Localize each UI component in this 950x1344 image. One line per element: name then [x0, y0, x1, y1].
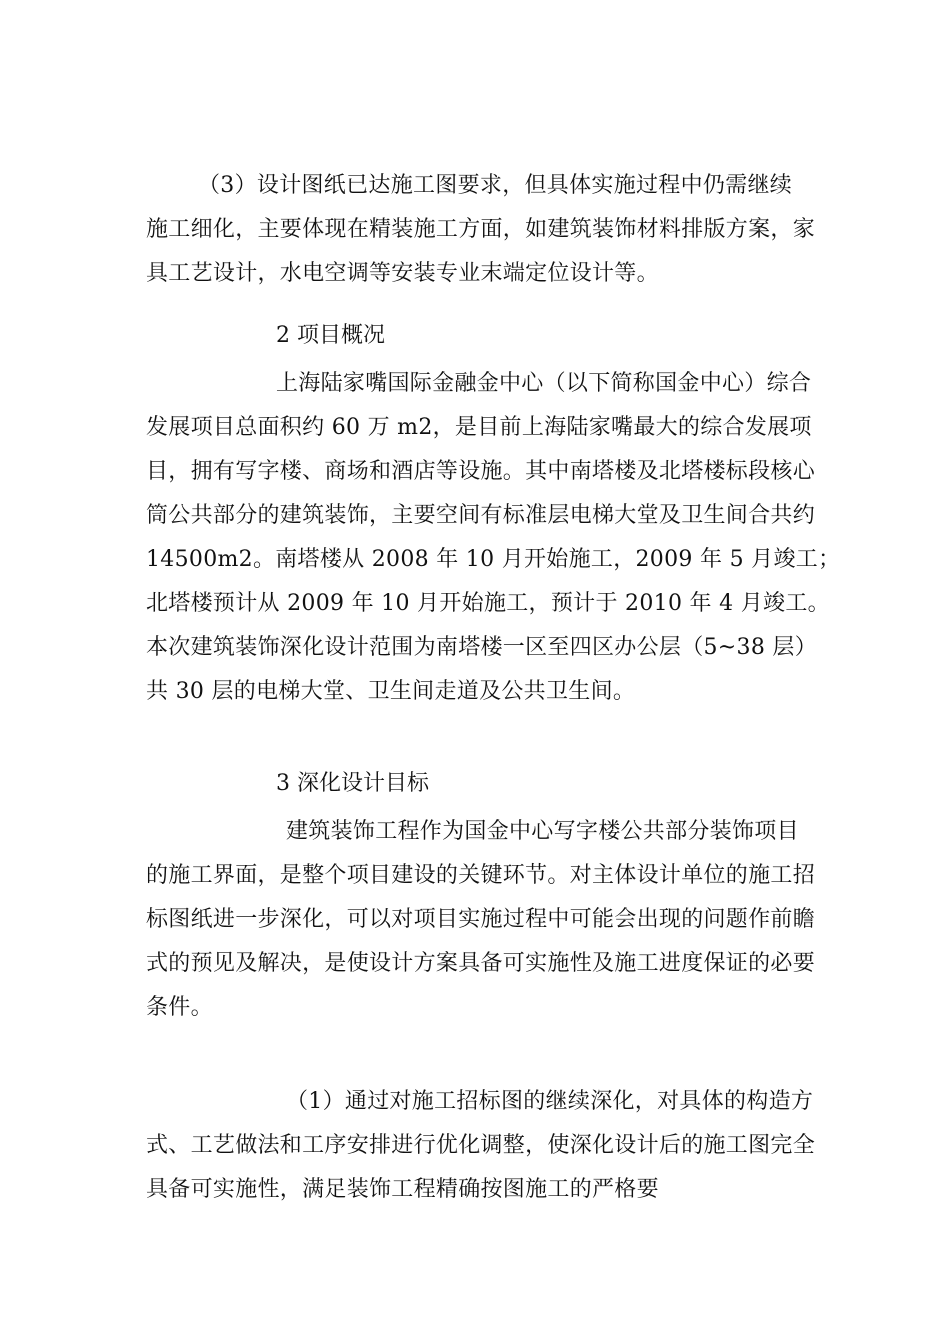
- paragraph-line: 施工细化，主要体现在精装施工方面，如建筑装饰材料排版方案，家: [146, 217, 816, 242]
- paragraph-line: 发展项目总面积约 60 万 m2，是目前上海陆家嘴最大的综合发展项: [146, 415, 812, 440]
- paragraph-line: 式、工艺做法和工序安排进行优化调整，使深化设计后的施工图完全: [146, 1133, 816, 1158]
- paragraph-line: 筒公共部分的建筑装饰，主要空间有标准层电梯大堂及卫生间合共约: [146, 503, 816, 528]
- paragraph-line: 本次建筑装饰深化设计范围为南塔楼一区至四区办公层（5~38 层）: [146, 635, 818, 660]
- paragraph-line: 14500m2。南塔楼从 2008 年 10 月开始施工，2009 年 5 月竣工；: [146, 547, 841, 572]
- section-heading-project-overview: 2 项目概况: [276, 323, 385, 348]
- paragraph-item-1: [146, 1080, 816, 1212]
- section-heading-design-goals: 3 深化设计目标: [276, 771, 429, 796]
- paragraph-line: 具工艺设计，水电空调等安装专业末端定位设计等。: [146, 261, 659, 286]
- paragraph-line: 目，拥有写字楼、商场和酒店等设施。其中南塔楼及北塔楼标段核心: [146, 459, 816, 484]
- paragraph-line: （3）设计图纸已达施工图要求，但具体实施过程中仍需继续: [198, 173, 793, 198]
- paragraph-line: 标图纸进一步深化，可以对项目实施过程中可能会出现的问题作前瞻: [146, 907, 816, 932]
- paragraph-line: 北塔楼预计从 2009 年 10 月开始施工，预计于 2010 年 4 月竣工。: [146, 591, 830, 616]
- paragraph-line: 式的预见及解决，是使设计方案具备可实施性及施工进度保证的必要: [146, 951, 816, 976]
- paragraph-line: 共 30 层的电梯大堂、卫生间走道及公共卫生间。: [146, 679, 636, 704]
- paragraph-line: 条件。: [146, 995, 213, 1020]
- paragraph-line: 的施工界面，是整个项目建设的关键环节。对主体设计单位的施工招: [146, 863, 816, 888]
- paragraph-line: 建筑装饰工程作为国金中心写字楼公共部分装饰项目: [286, 819, 799, 844]
- paragraph-project-overview: [146, 362, 841, 714]
- paragraph-line: 上海陆家嘴国际金融金中心（以下简称国金中心）综合: [276, 371, 812, 396]
- paragraph-design-goals: [146, 810, 816, 1030]
- paragraph-line: 具备可实施性，满足装饰工程精确按图施工的严格要: [146, 1177, 659, 1202]
- paragraph-design-drawings: [146, 164, 816, 296]
- paragraph-line: （1）通过对施工招标图的继续深化，对具体的构造方: [286, 1089, 814, 1114]
